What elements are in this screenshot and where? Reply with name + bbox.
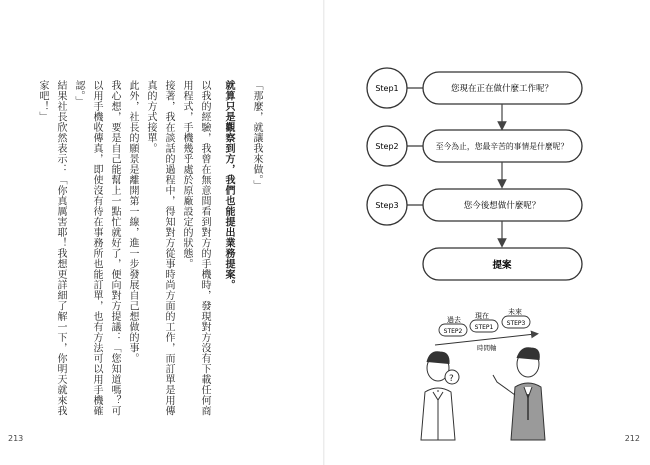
step1-label: Step1 <box>375 84 399 93</box>
step1-box-text: 您現在正在做什麼工作呢？ <box>450 84 554 94</box>
body-text <box>5 80 265 425</box>
step3-box-text: 您今後想做什麼呢？ <box>463 201 541 211</box>
past-label: 過去 <box>447 316 461 324</box>
paragraph: 我心想，要是自己能幫上一點忙就好了，便向對方提議：「您知道嗎？可以用手機收傳真，即使沒有待在事務所也能訂單，也有方法可以用手機確認。」 <box>73 80 120 416</box>
step-tag-future-text: STEP3 <box>506 320 526 327</box>
step-tag-present-text: STEP1 <box>474 324 494 331</box>
step-tag-past-text: STEP2 <box>443 328 463 335</box>
right-page <box>325 0 650 465</box>
future-label: 未來 <box>508 308 522 316</box>
paragraph: 「那麼，就讓我來做。」 <box>251 80 262 191</box>
present-label: 現在 <box>475 312 489 320</box>
paragraph: 以我的經驗，我曾在無意間看到對方的手機時，發現對方沒有下載任何商用程式，手機幾乎處於原廠設定的狀態。 <box>181 80 210 416</box>
paragraph: 接著，我在談話的過程中，得知對方從事時尚方面的工作，而訂單是用傳真的方式接單。 <box>145 80 174 416</box>
question-mark: ? <box>449 374 454 384</box>
paragraph: 結果社長欣然表示：「你真厲害耶！我想更詳細了解一下，你明天就來我家吧！」 <box>37 80 66 416</box>
paragraph: 此外，社長的願景是離開第一線，進一步發展自己想做的事。 <box>127 80 138 364</box>
proposal-box-text: 提案 <box>492 260 512 271</box>
step3-label: Step3 <box>375 201 399 210</box>
highlight-sentence: 就算只是觀察到方，我們也能提出業務提案。 <box>223 80 234 290</box>
page-number-left: 213 <box>8 434 24 443</box>
step2-box-text: 至今為止，您最辛苦的事情是什麼呢？ <box>435 142 569 151</box>
timeline-label: 時間軸 <box>477 344 497 352</box>
flowchart <box>325 0 650 465</box>
timeline-illustration <box>435 307 535 352</box>
page-number-right: 212 <box>624 434 640 443</box>
person-questioning <box>421 352 459 440</box>
person-presenting <box>493 348 545 440</box>
step2-label: Step2 <box>375 142 399 151</box>
